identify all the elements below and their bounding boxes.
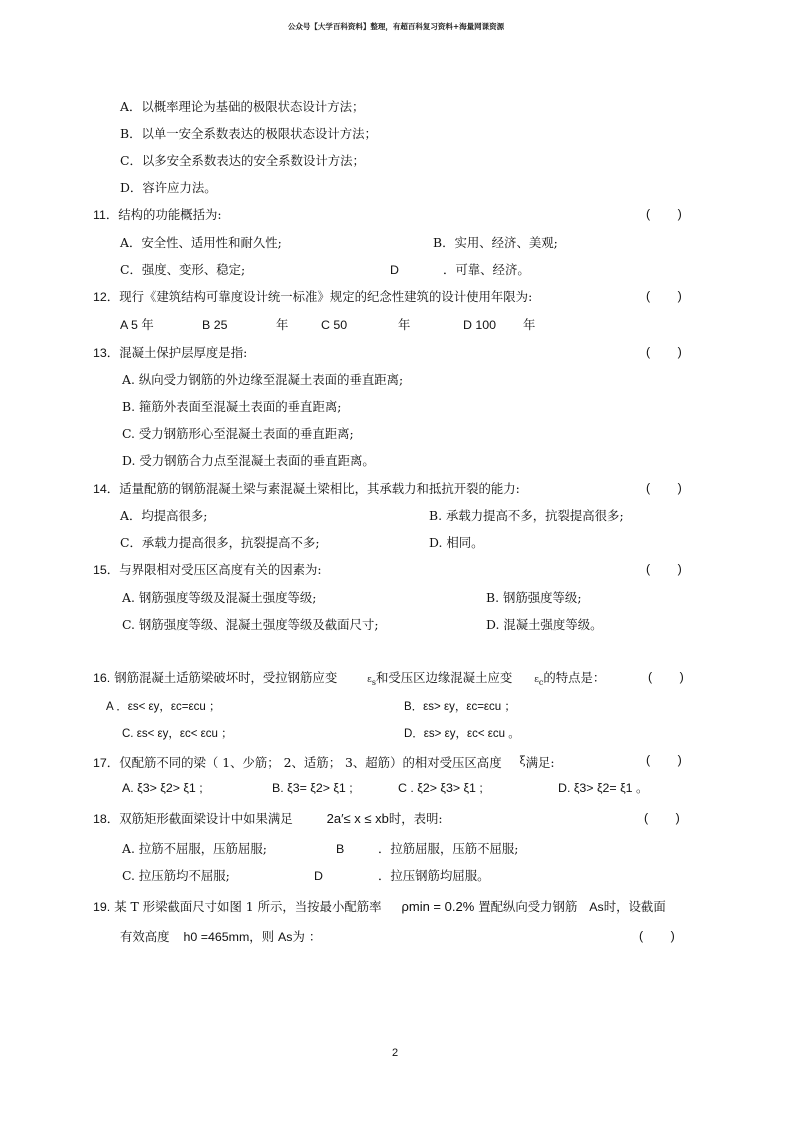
q18-option-d-letter: D [314,869,323,883]
q19-text-part2: 置配纵向受力钢筋 [478,899,578,914]
q19-as-symbol: As [589,900,604,914]
q10-option-d: D．容许应力法。 [120,180,217,195]
q12-answer-blank: ( ) [646,289,682,303]
q19-number: 19. [93,900,111,914]
q19-line2-part1: 有效高度 [120,929,170,944]
q11-number: 11． [93,208,119,222]
q16-number: 16. [93,671,111,685]
q18-option-b: ．拉筋屈服，压筋不屈服; [378,841,519,856]
q13-answer-blank: ( ) [646,345,682,359]
q18-option-b-letter: B [336,842,345,856]
q15-stem [93,562,322,578]
q15-text: 与界限相对受压区高度有关的因素为: [119,562,322,577]
q16-eps-c-sub: c [538,678,544,687]
q16-eps-s-sub: s [371,678,376,687]
q19-text-part1: 某 T 形梁截面尺寸如图 1 所示，当按最小配筋率 [114,899,382,914]
q18-stem [93,811,443,827]
q18-answer-blank: ( ) [644,811,680,825]
q15-option-c: C. 钢筋强度等级、混凝土强度等级及截面尺寸; [122,617,379,632]
q10-option-a: A．以概率理论为基础的极限状态设计方法； [120,99,365,114]
q10-option-b: B．以单一安全系数表达的极限状态设计方法； [120,126,377,141]
q17-text: 仅配筋不同的梁（ 1、少筋； 2、适筋； 3、超筋）的相对受压区高度 [119,755,502,770]
q11-option-a: A．安全性、适用性和耐久性; [120,235,282,250]
q16-text-part3: 的特点是： [543,670,606,685]
q12-option-d: D 100 [463,318,497,332]
q12-number: 12． [93,290,120,304]
q12-option-d-unit: 年 [523,317,536,332]
q10-option-c: C．以多安全系数表达的安全系数设计方法； [120,153,365,168]
q13-option-b: B. 箍筋外表面至混凝土表面的垂直距离; [122,399,342,414]
q14-stem [93,481,520,497]
q16-answer-blank: ( ) [648,670,684,684]
q14-number: 14． [93,482,120,496]
q11-answer-blank: ( ) [646,207,682,221]
q11-option-b: B．实用、经济、美观; [433,235,558,250]
q16-text-part1: 钢筋混凝土适筋梁破坏时，受拉钢筋应变 [114,670,338,685]
q16-option-a: A ．εs< εy，εc=εcu ； [106,701,221,713]
q14-answer-blank: ( ) [646,481,682,495]
q11-stem [93,207,222,223]
q14-option-b: B. 承载力提高不多，抗裂提高很多; [429,508,624,523]
q19-stem-line2 [120,929,321,945]
q17-option-b: B. ξ3= ξ2> ξ1 ; [272,781,353,795]
q13-option-a: A. 纵向受力钢筋的外边缘至混凝土表面的垂直距离; [122,372,404,387]
q11-option-d-letter: D [390,263,399,277]
q11-text: 结构的功能概括为: [118,207,222,222]
q19-line2-part3: 为 ： [292,929,322,944]
page-number: 2 [392,1047,399,1059]
q16-option-d: D．εs> εy，εc< εcu 。 [404,728,520,740]
q19-text-part3: 时，设截面 [603,899,666,914]
q18-text-part2: 时，表明: [388,811,443,826]
q12-option-c-unit: 年 [398,317,411,332]
q12-stem [93,289,532,305]
q11-option-d: ．可靠、经济。 [443,262,530,277]
q17-text-part2: 满足: [525,755,555,770]
q18-option-a: A. 拉筋不屈服，压筋屈服; [122,841,267,856]
q15-option-d: D. 混凝土强度等级。 [486,617,603,632]
q13-option-d: D. 受力钢筋合力点至混凝土表面的垂直距离。 [122,453,375,468]
q17-option-a: A. ξ3> ξ2> ξ1 ; [122,781,203,795]
q15-answer-blank: ( ) [646,562,682,576]
q14-text: 适量配筋的钢筋混凝土梁与素混凝土梁相比，其承载力和抵抗开裂的能力: [119,481,520,496]
q19-h0: h0 =465mm [183,930,250,944]
q11-option-c: C．强度、变形、稳定; [120,262,246,277]
q19-as-symbol-2: As [278,930,293,944]
q17-option-c: C . ξ2> ξ3> ξ1 ; [398,781,483,795]
q13-option-c: C. 受力钢筋形心至混凝土表面的垂直距离; [122,426,354,441]
q13-stem [93,345,247,361]
q19-stem [93,899,666,915]
q18-option-c: C. 拉压筋均不屈服; [122,868,230,883]
q19-rho-min: ρmin = 0.2% [401,899,475,914]
q18-text: 双筋矩形截面梁设计中如果满足 [119,811,293,826]
q12-option-c: C 50 [321,318,348,332]
q16-option-c: C. εs< εy，εc< εcu ； [122,728,233,740]
q15-number: 15． [93,563,120,577]
q12-text: 现行《建筑结构可靠度设计统一标准》规定的纪念性建筑的设计使用年限为: [119,289,533,304]
q18-condition: 2a′≤ x ≤ xb [326,811,389,826]
q15-option-b: B. 钢筋强度等级; [486,590,582,605]
q12-option-b-unit: 年 [276,317,289,332]
q16-option-b: B．εs> εy，εc=εcu ； [404,701,516,713]
q12-option-a: A 5 年 [120,318,154,332]
q17-xi-symbol: ξ [519,754,526,767]
q15-option-a: A. 钢筋强度等级及混凝土强度等级; [122,590,317,605]
q18-option-d: ．拉压钢筋均屈服。 [378,868,490,883]
header-watermark: 公众号【大学百科资料】整理，有超百科复习资料+海量网课资源 [287,22,505,31]
q13-text: 混凝土保护层厚度是指: [119,345,248,360]
q14-option-c: C．承载力提高很多，抗裂提高不多; [120,535,320,550]
q16-text-part2: 和受压区边缘混凝土应变 [375,670,513,685]
q19-answer-blank: ( ) [639,929,675,943]
q16-eps-s: ε [367,675,372,685]
q18-number: 18． [93,812,120,826]
q12-option-b: B 25 [202,318,228,332]
q13-number: 13． [93,346,120,360]
q17-answer-blank: ( ) [646,753,682,767]
q17-option-d: D. ξ3> ξ2= ξ1 。 [558,781,649,795]
q17-stem [93,753,555,771]
q17-number: 17． [93,756,120,770]
q19-line2-part2: ，则 [249,929,275,944]
q14-option-a: A．均提高很多; [120,508,208,523]
q16-eps-c: ε [534,675,539,685]
q16-stem [93,670,605,691]
q14-option-d: D. 相同。 [429,535,484,550]
